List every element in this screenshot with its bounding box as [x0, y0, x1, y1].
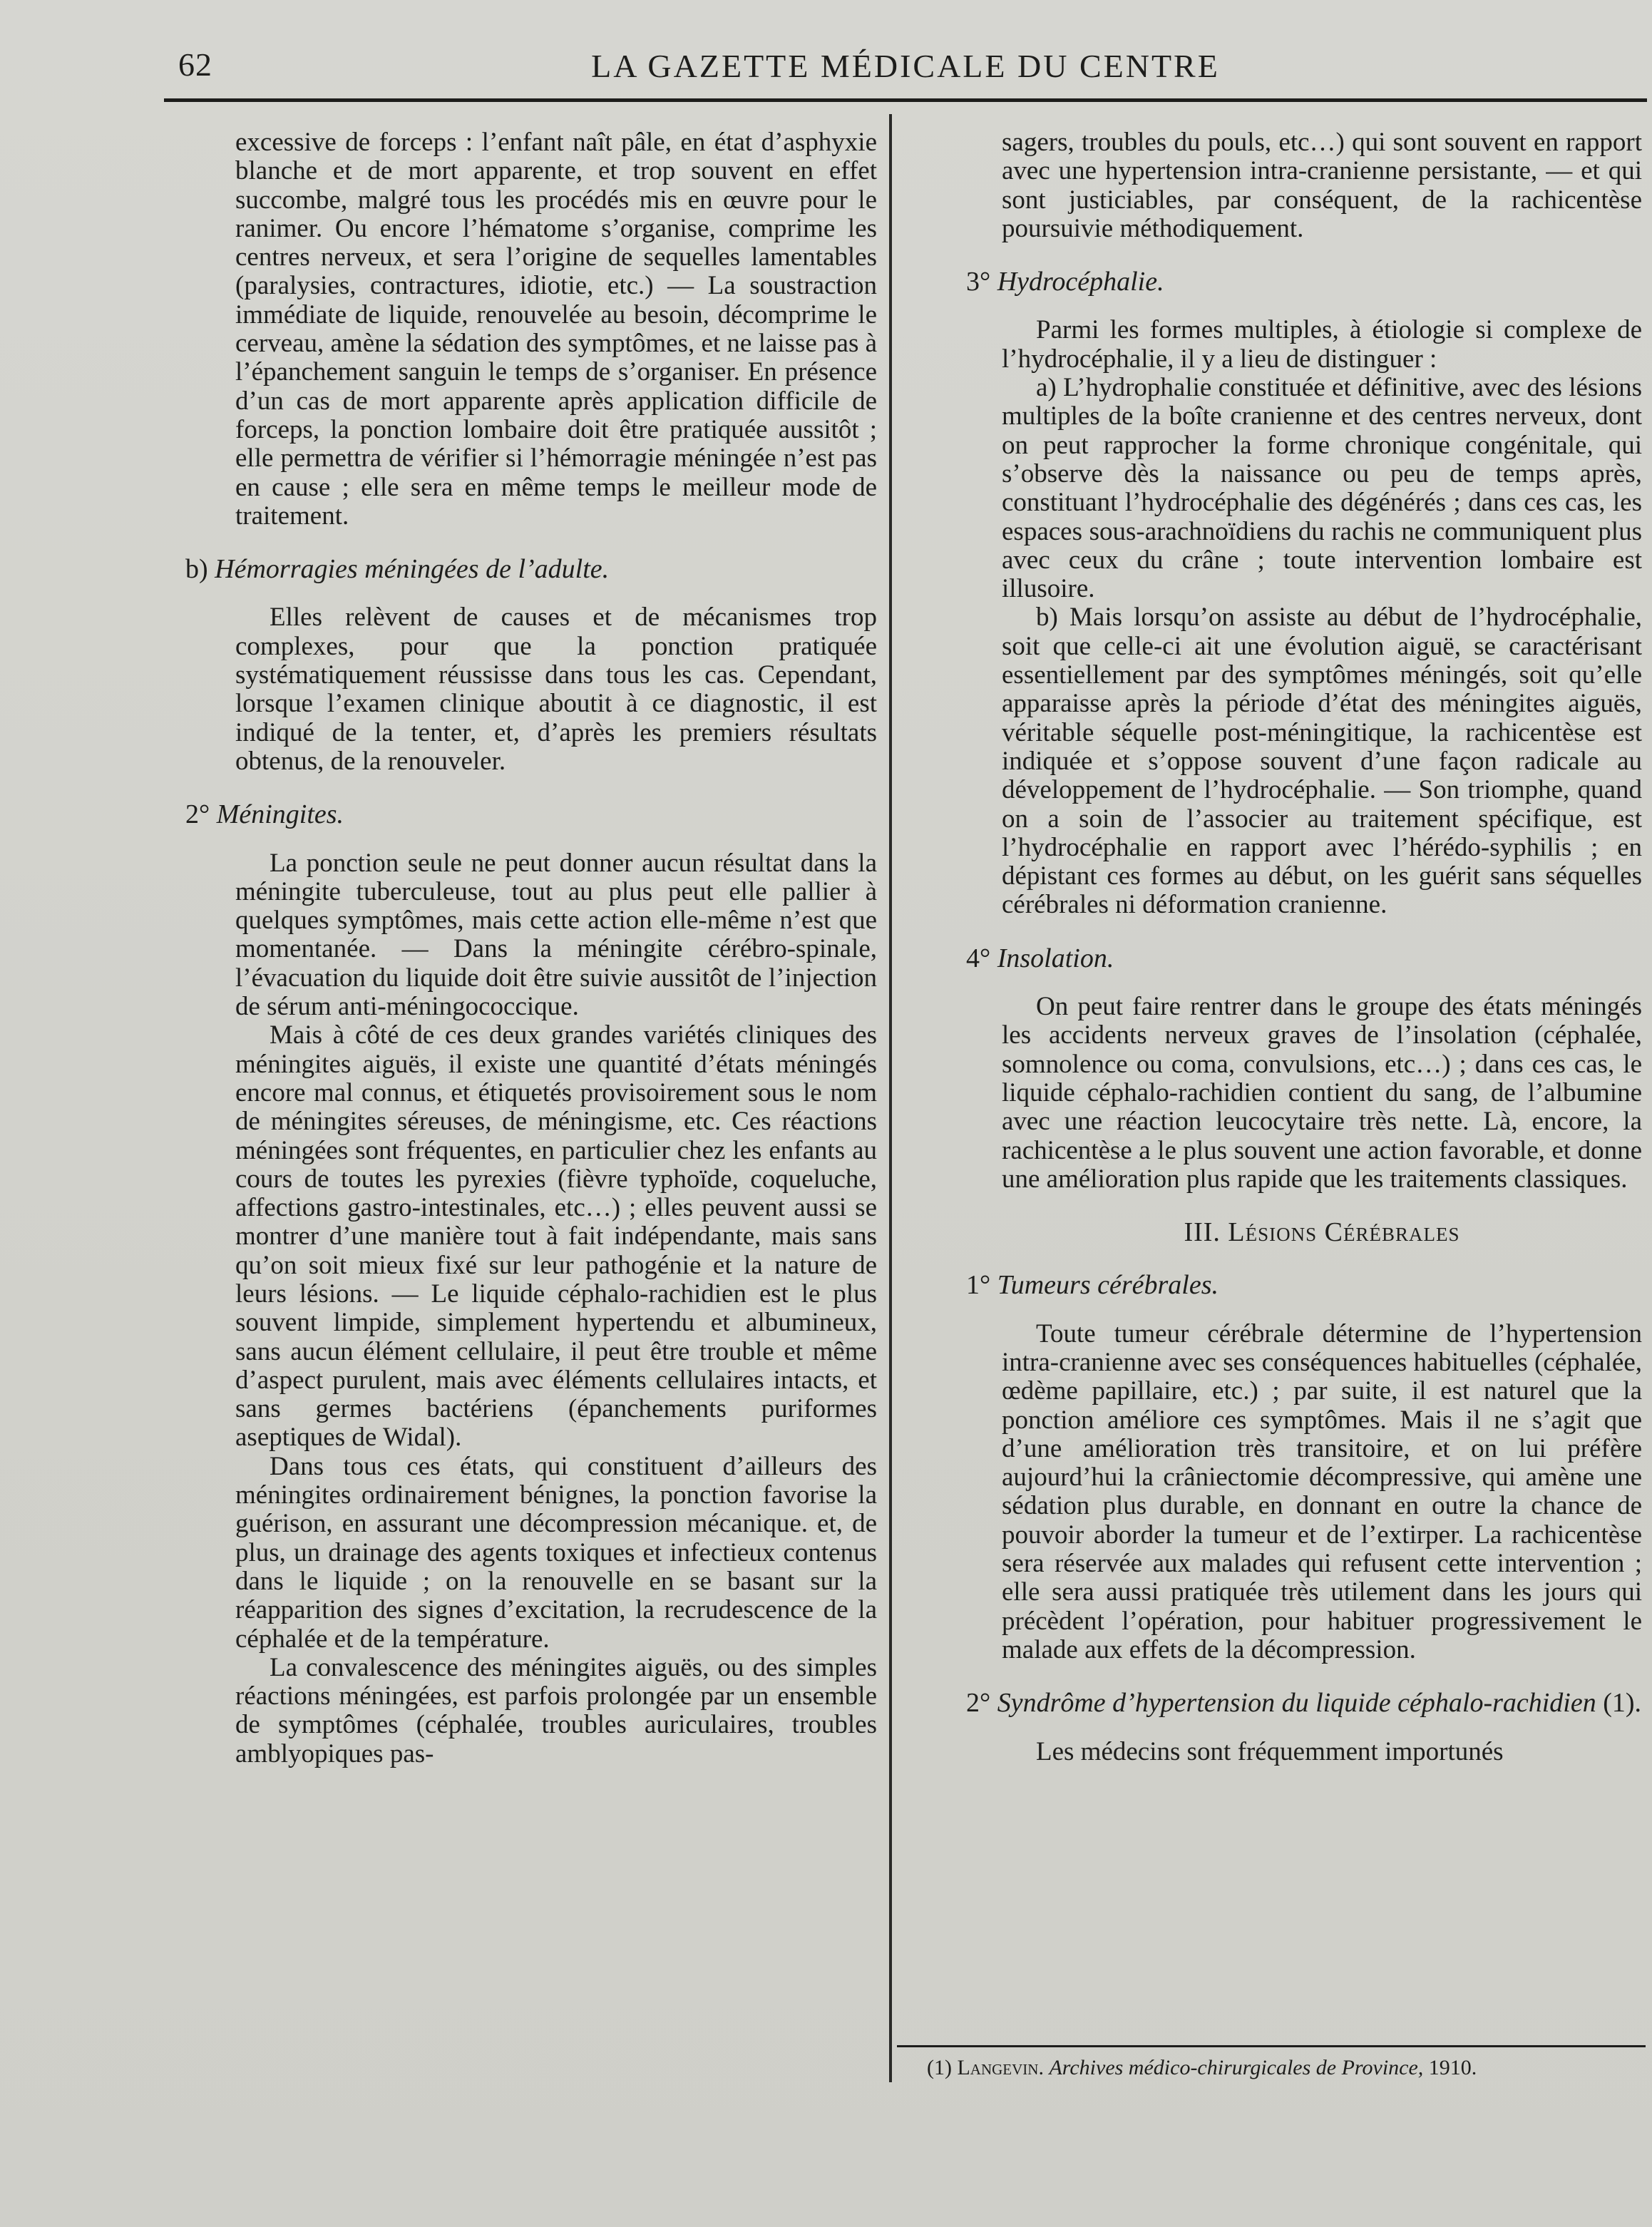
heading-label: 3°	[966, 267, 991, 297]
paragraph: excessive de forceps : l’enfant naît pâle, en état d’asphyxie blanche et de mort apparente, et trop souvent en effet succombe, malgré tous les procédés mis en œuvre pour le ranimer. Ou encore l’hématome s’organise, comprime les centres nerveux, et sera l’origine de sequelles lamentables (paralysies, contractures, idiotie, etc.) — La soustraction immédiate de liquide, renouvelée au besoin, décomprime le cerveau, amène la sédation des symptômes, et ne laisse pas à l’épanchement sanguin le temps de s’organiser. En présence d’un cas de mort apparente après application difficile de forceps, la ponction lombaire doit être pratiquée aussitôt ; elle permettra de vérifier si l’hémorragie méningée n’est pas en cause ; elle sera en même temps le meilleur mode de traitement.	[235, 128, 878, 531]
heading-label: b)	[185, 554, 208, 585]
section-heading	[185, 800, 877, 829]
paragraph: Elles relèvent de causes et de mécanismes trop complexes, pour que la ponction pratiquée systématiquement réussisse dans tous les cas. Cependant, lorsque l’examen clinique aboutit à ce diagnostic, il est indiqué de la tenter, et, d’après les premiers résultats obtenus, de la renouveler.	[235, 603, 877, 776]
heading-text: Syndrôme d’hypertension du liquide céphalo-rachidien	[997, 1688, 1596, 1719]
paragraph: Toute tumeur cérébrale détermine de l’hypertension intra-cranienne avec ses conséquences habituelles (céphalée, œdème papillaire, etc.) ; par suite, il est naturel que la ponction améliore ces symptômes. Mais il ne s’agit que d’une amélioration très transitoire, et on lui préfère aujourd’hui la crâniectomie décompressive, qui amène une sédation plus durable, en donnant en outre la chance de pouvoir aborder la tumeur et de l’extirper. La rachicentèse sera réservée aux malades qui refusent cette intervention ; elle sera aussi pratiquée très utilement dans les jours qui précèdent l’opération, pour habituer progressivement le malade aux effets de la décompression.	[1002, 1319, 1642, 1664]
part-heading	[1002, 1218, 1642, 1246]
running-title: LA GAZETTE MÉDICALE DU CENTRE	[591, 48, 1220, 84]
paragraph: sagers, troubles du pouls, etc…) qui sont souvent en rapport avec une hypertension intra-cranienne persistante, — et qui sont justiciables, par conséquent, de la rachicentèse poursuivie méthodiquement.	[1002, 128, 1642, 243]
section-heading	[966, 1689, 1642, 1717]
footnote-year: 1910.	[1428, 2056, 1477, 2079]
heading-text: Hydrocéphalie.	[997, 267, 1164, 297]
footnote-reference: (1).	[1603, 1688, 1642, 1719]
paragraph: On peut faire rentrer dans le groupe des états méningés les accidents nerveux graves de l’insolation (céphalée, somnolence ou coma, convulsions, etc…) ; dans ces cas, le liquide céphalo-rachidien contient du sang, de l’albumine avec une réaction leucocytaire très nette. Là, encore, la rachicentèse a le plus souvent une action favorable, et donne une amélioration plus rapide que les traitements classiques.	[1002, 992, 1642, 1194]
section-heading	[966, 944, 1642, 973]
paragraph: Mais à côté de ces deux grandes variétés cliniques des méningites aiguës, il existe une quantité d’états méningés encore mal connus, et étiquetés provisoirement sous le nom de méningites séreuses, de méningisme, etc. Ces réactions méningées sont fréquentes, en particulier chez les enfants au cours de toutes les pyrexies (fièvre typhoïde, coqueluche, affections gastro-intestinales, etc…) ; elles peuvent aussi se montrer d’une manière tout à fait indépendante, mais sans qu’on soit mieux fixé sur leur pathogénie et la nature de leurs lésions. — Le liquide céphalo-rachidien est le plus souvent limpide, simplement hypertendu et albumineux, sans aucun élément cellulaire, il peut être trouble et même d’aspect purulent, mais avec éléments cellulaires intacts, et sans germes bactériens (épanchements puriformes aseptiques de Widal).	[235, 1020, 877, 1453]
header-rule	[164, 98, 1647, 102]
paragraph: La convalescence des méningites aiguës, ou des simples réactions méningées, est parfois prolongée par un ensemble de symptômes (céphalée, troubles auriculaires, troubles amblyopiques pas-	[235, 1652, 877, 1768]
section-heading	[185, 555, 877, 583]
footnote	[927, 2055, 1640, 2081]
heading-text: Méningites.	[216, 799, 344, 830]
footnote-rule	[897, 2045, 1646, 2047]
paragraph: Parmi les formes multiples, à étiologie si complexe de l’hydrocéphalie, il y a lieu de distinguer :	[1002, 315, 1642, 374]
section-heading	[966, 1271, 1642, 1299]
heading-label: 2°	[185, 799, 210, 830]
footnote-author: Langevin.	[957, 2056, 1044, 2079]
paragraph: Dans tous ces états, qui constituent d’ailleurs des méningites ordinairement bénignes, la ponction favorise la guérison, en assurant une décompression mécanique. et, de plus, un drainage des agents toxiques et infectieux contenus dans le liquide ; on la renouvelle en se basant sur la réapparition des signes d’excitation, la recrudescence de la céphalée et de la température.	[235, 1451, 877, 1654]
footnote-source: Archives médico-chirurgicales de Province,	[1049, 2056, 1424, 2079]
section-heading	[966, 267, 1642, 296]
column-divider	[889, 114, 892, 2082]
heading-text: Hémorragies méningées de l’adulte.	[215, 554, 610, 585]
heading-label: 1°	[966, 1270, 991, 1301]
paragraph: Les médecins sont fréquemment importunés	[1036, 1736, 1504, 1766]
paragraph: a) L’hydrophalie constituée et définitive, avec des lésions multiples de la boîte cranienne et des centres nerveux, dont on peut rapprocher la forme chronique congénitale, qui s’observe dès la naissance ou peu de temps après, constituant l’hydrocéphalie des dégénérés ; dans ces cas, les espaces sous-arachnoïdiens du rachis ne communiquent plus avec ceux du crâne ; toute intervention lombaire est illusoire.	[1002, 373, 1642, 604]
page-number: 62	[178, 46, 212, 83]
heading-text: Insolation.	[997, 943, 1114, 973]
heading-label: 4°	[966, 943, 991, 973]
footnote-marker: (1)	[927, 2056, 952, 2079]
paragraph: b) Mais lorsqu’on assiste au début de l’hydrocéphalie, soit que celle-ci ait une évolution aiguë, se caractérisant essentiellement par des symptômes méningés, soit qu’elle apparaisse après la période d’état des méningites aiguës, véritable séquelle post-méningitique, la rachicentèse est indiquée et s’oppose souvent d’une façon radicale au développement de l’hydrocéphalie. — Son triomphe, quand on a soin de l’associer au traitement spécifique, est l’hydrocéphalie en rapport avec l’hérédo-syphilis ; en dépistant ces formes au début, on les guérit sans séquelles cérébrales ni déformation cranienne.	[1002, 603, 1642, 920]
left-column	[185, 128, 878, 1768]
page-header	[164, 43, 1647, 93]
paragraph: La ponction seule ne peut donner aucun résultat dans la méningite tuberculeuse, tout au plus peut elle pallier à quelques symptômes, mais cette action elle-même n’est que momentanée. — Dans la méningite cérébro-spinale, l’évacuation du liquide doit être suivie aussitôt de l’injection de sérum anti-méningococcique.	[235, 848, 877, 1022]
right-column	[966, 128, 1642, 1766]
heading-text: Tumeurs cérébrales.	[997, 1270, 1219, 1301]
heading-text: III. Lésions Cérébrales	[1184, 1217, 1460, 1248]
heading-label: 2°	[966, 1688, 991, 1719]
